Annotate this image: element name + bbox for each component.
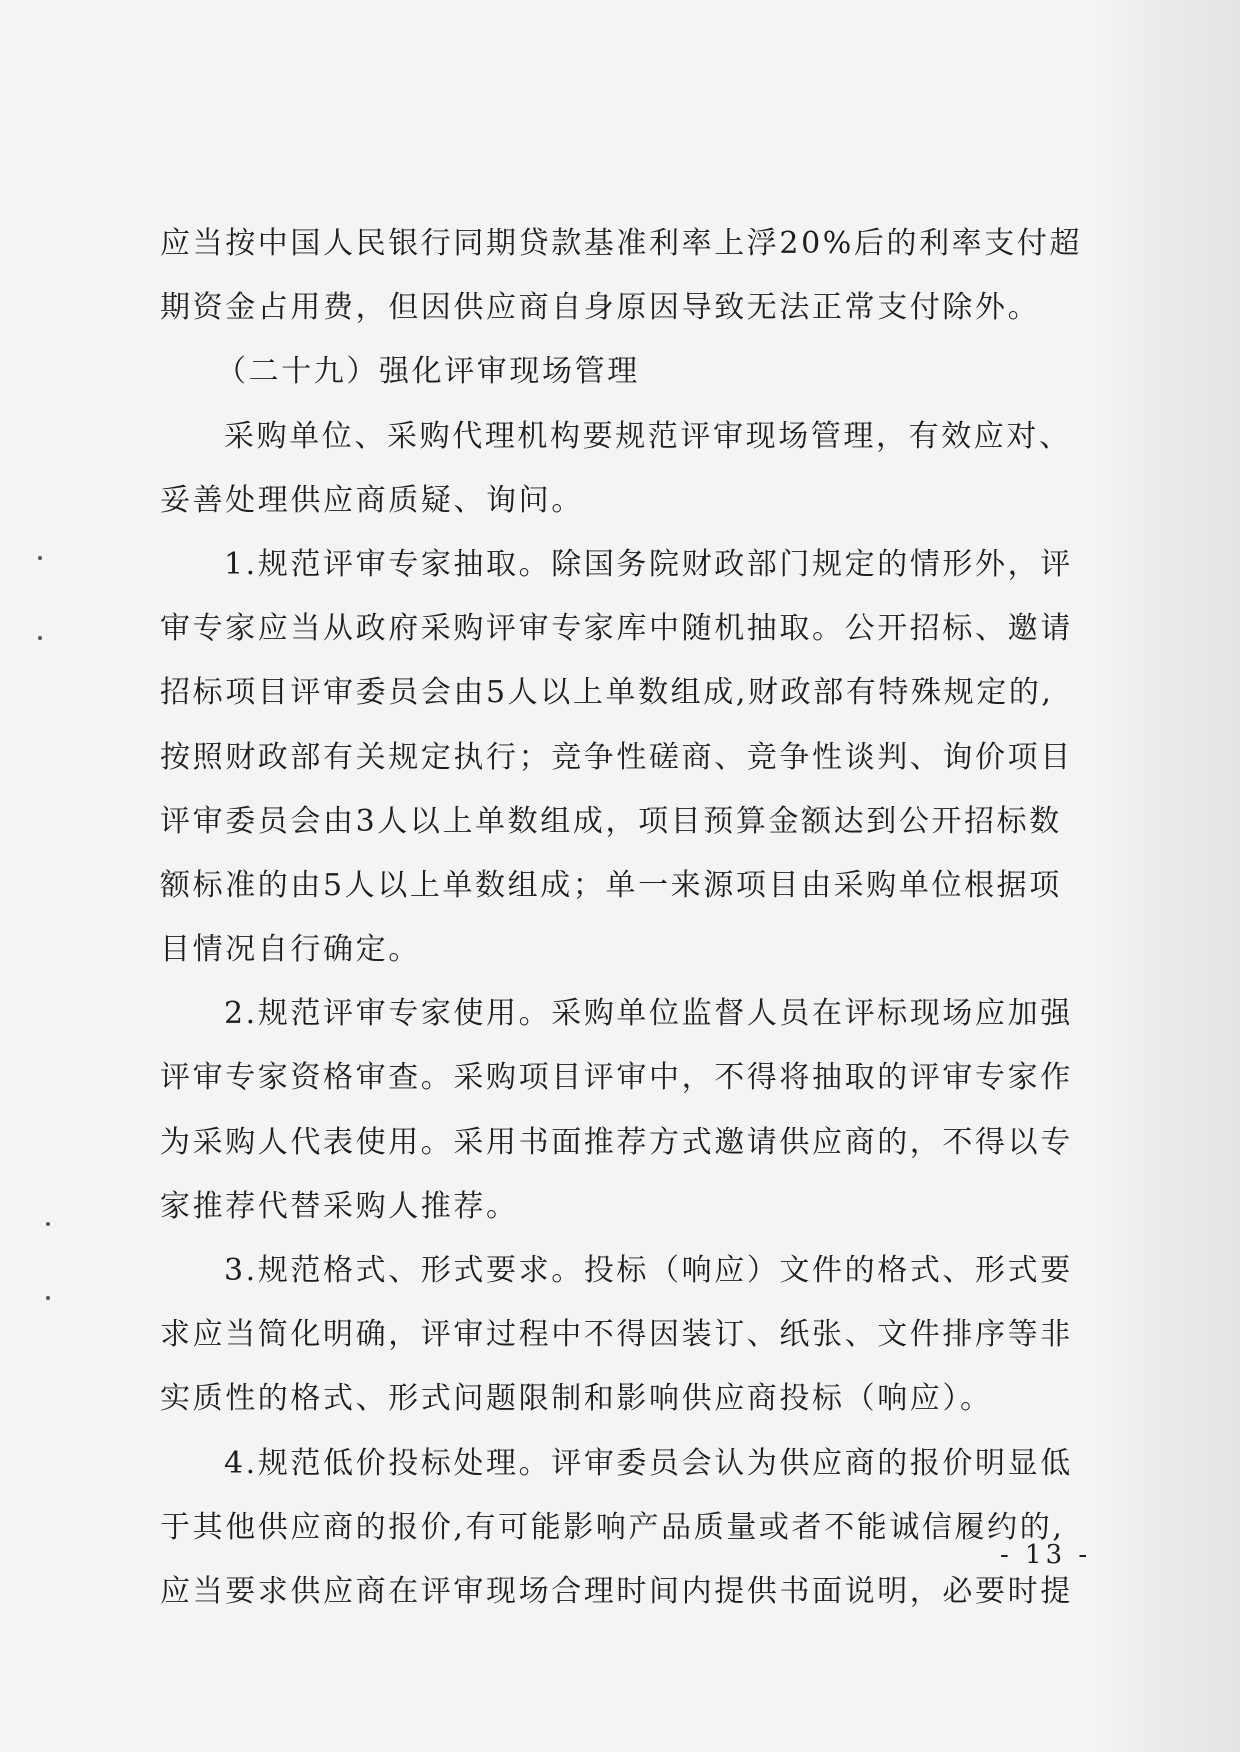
text-line: 招标项目评审委员会由5人以上单数组成,财政部有特殊规定的, xyxy=(160,675,1054,711)
text-line: 应当要求供应商在评审现场合理时间内提供书面说明，必要时提 xyxy=(160,1573,1073,1609)
text-line: 评审专家资格审查。采购项目评审中，不得将抽取的评审专家作 xyxy=(160,1060,1073,1096)
text-line: 应当按中国人民银行同期贷款基准利率上浮20%后的利率支付超 xyxy=(160,226,1083,261)
text-line: 求应当简化明确，评审过程中不得因装订、纸张、文件排序等非 xyxy=(160,1317,1073,1353)
scan-edge-shadow xyxy=(1092,0,1240,1752)
text-line: 于其他供应商的报价,有可能影响产品质量或者不能诚信履约的, xyxy=(160,1509,1065,1545)
text-line: 实质性的格式、形式问题限制和影响供应商投标（响应）。 xyxy=(160,1381,993,1417)
document-body xyxy=(160,212,1105,1624)
binding-hole-mark xyxy=(46,1222,50,1226)
text-line: 2.规范评审专家使用。采购单位监督人员在评标现场应加强 xyxy=(224,996,1073,1032)
text-line: 目情况自行确定。 xyxy=(160,932,421,968)
text-line: 按照财政部有关规定执行；竞争性磋商、竞争性谈判、询价项目 xyxy=(160,739,1073,775)
paragraph-item-1 xyxy=(160,533,1105,982)
text-line: 4.规范低价投标处理。评审委员会认为供应商的报价明显低 xyxy=(224,1445,1073,1481)
binding-hole-mark xyxy=(38,556,42,560)
paragraph-item-2 xyxy=(160,982,1105,1239)
page-number: - 13 - xyxy=(1000,1540,1092,1570)
text-line: 为采购人代表使用。采用书面推荐方式邀请供应商的，不得以专 xyxy=(160,1124,1073,1160)
text-line: 家推荐代替采购人推荐。 xyxy=(160,1188,519,1224)
binding-hole-mark xyxy=(38,636,42,640)
text-line: 3.规范格式、形式要求。投标（响应）文件的格式、形式要 xyxy=(224,1253,1073,1288)
paragraph-item-4 xyxy=(160,1432,1105,1625)
text-line: 1.规范评审专家抽取。除国务院财政部门规定的情形外，评 xyxy=(224,546,1073,582)
heading-line: （二十九）强化评审现场管理 xyxy=(216,354,640,390)
paragraph-continuation xyxy=(160,212,1105,340)
paragraph-item-3 xyxy=(160,1239,1105,1432)
text-line: 采购单位、采购代理机构要规范评审现场管理，有效应对、 xyxy=(224,418,1072,454)
paragraph-intro xyxy=(160,405,1105,533)
text-line: 期资金占用费，但因供应商自身原因导致无法正常支付除外。 xyxy=(160,290,1041,326)
text-line: 额标准的由5人以上单数组成；单一来源项目由采购单位根据项 xyxy=(160,867,1062,903)
text-line: 评审委员会由3人以上单数组成，项目预算金额达到公开招标数 xyxy=(160,803,1062,839)
text-line: 审专家应当从政府采购评审专家库中随机抽取。公开招标、邀请 xyxy=(160,611,1073,647)
section-heading xyxy=(160,340,1105,404)
text-line: 妥善处理供应商质疑、询问。 xyxy=(160,482,584,518)
binding-hole-mark xyxy=(46,1296,50,1300)
